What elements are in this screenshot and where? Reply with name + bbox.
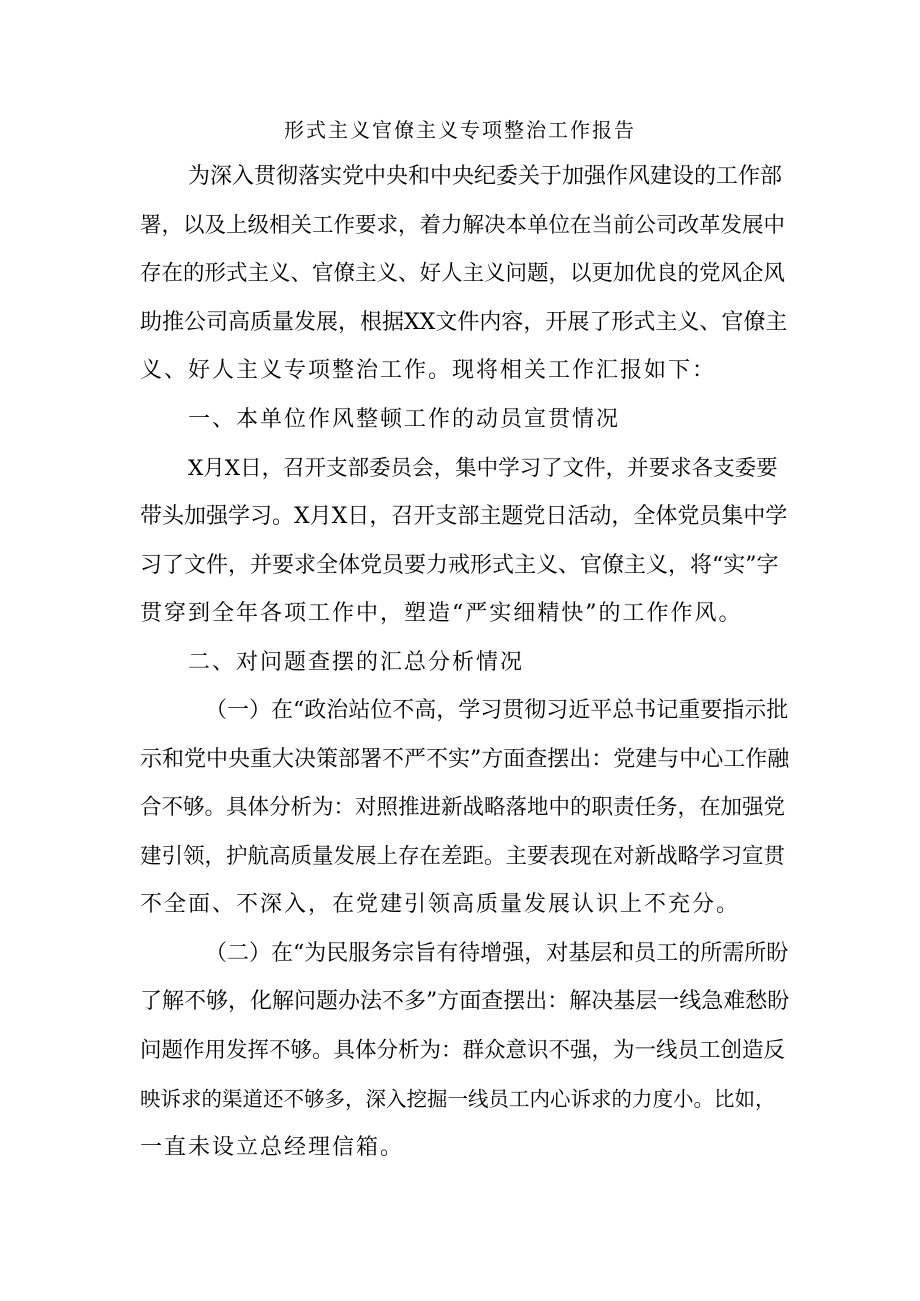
paragraph-line: 建引领，护航高质量发展上存在差距。主要表现在对新战略学习宣贯: [140, 844, 786, 869]
paragraph-line: 义、好人主义专项整治工作。现将相关工作汇报如下：: [140, 358, 717, 383]
paragraph-line: 为深入贯彻落实党中央和中央纪委关于加强作风建设的工作部: [188, 164, 783, 189]
paragraph-line: 带头加强学习。X月X日，召开支部主题党日活动，全体党员集中学: [140, 504, 788, 529]
paragraph-line: 助推公司高质量发展，根据XX文件内容，开展了形式主义、官僚主: [140, 310, 788, 335]
paragraph-line: （二）在“为民服务宗旨有待增强，对基层和员工的所需所盼: [205, 941, 789, 966]
section-heading: 二、对问题查摆的汇总分析情况: [188, 650, 525, 675]
paragraph-line: 问题作用发挥不够。具体分析为：群众意识不强，为一线员工创造反: [140, 1038, 786, 1063]
paragraph-line: 贯穿到全年各项工作中，塑造“严实细精快”的工作作风。: [140, 601, 743, 626]
paragraph-line: （一）在“政治站位不高，学习贯彻习近平总书记重要指示批: [205, 698, 789, 723]
section-heading: 一、本单位作风整顿工作的动员宣贯情况: [188, 407, 621, 432]
paragraph-line: 了解不够，化解问题办法不多”方面查摆出：解决基层一线急难愁盼: [140, 989, 790, 1014]
document-title: 形式主义官僚主义专项整治工作报告: [284, 118, 636, 142]
paragraph-line: 署，以及上级相关工作要求，着力解决本单位在当前公司改革发展中: [140, 213, 786, 238]
paragraph-line: 存在的形式主义、官僚主义、好人主义问题，以更加优良的党风企风: [140, 261, 786, 286]
paragraph-line: 不全面、不深入，在党建引领高质量发展认识上不充分。: [140, 892, 741, 917]
paragraph-line: 示和党中央重大决策部署不严不实”方面查摆出：党建与中心工作融: [140, 747, 790, 772]
paragraph-line: 合不够。具体分析为：对照推进新战略落地中的职责任务，在加强党: [140, 795, 786, 820]
paragraph-line: 一直未设立总经理信箱。: [140, 1135, 405, 1160]
paragraph-line: 映诉求的渠道还不够多，深入挖掘一线员工内心诉求的力度小。比如，: [140, 1087, 776, 1111]
paragraph-line: 习了文件，并要求全体党员要力戒形式主义、官僚主义，将“实”字: [140, 553, 779, 578]
paragraph-line: X月X日，召开支部委员会，集中学习了文件，并要求各支委要: [188, 456, 778, 481]
